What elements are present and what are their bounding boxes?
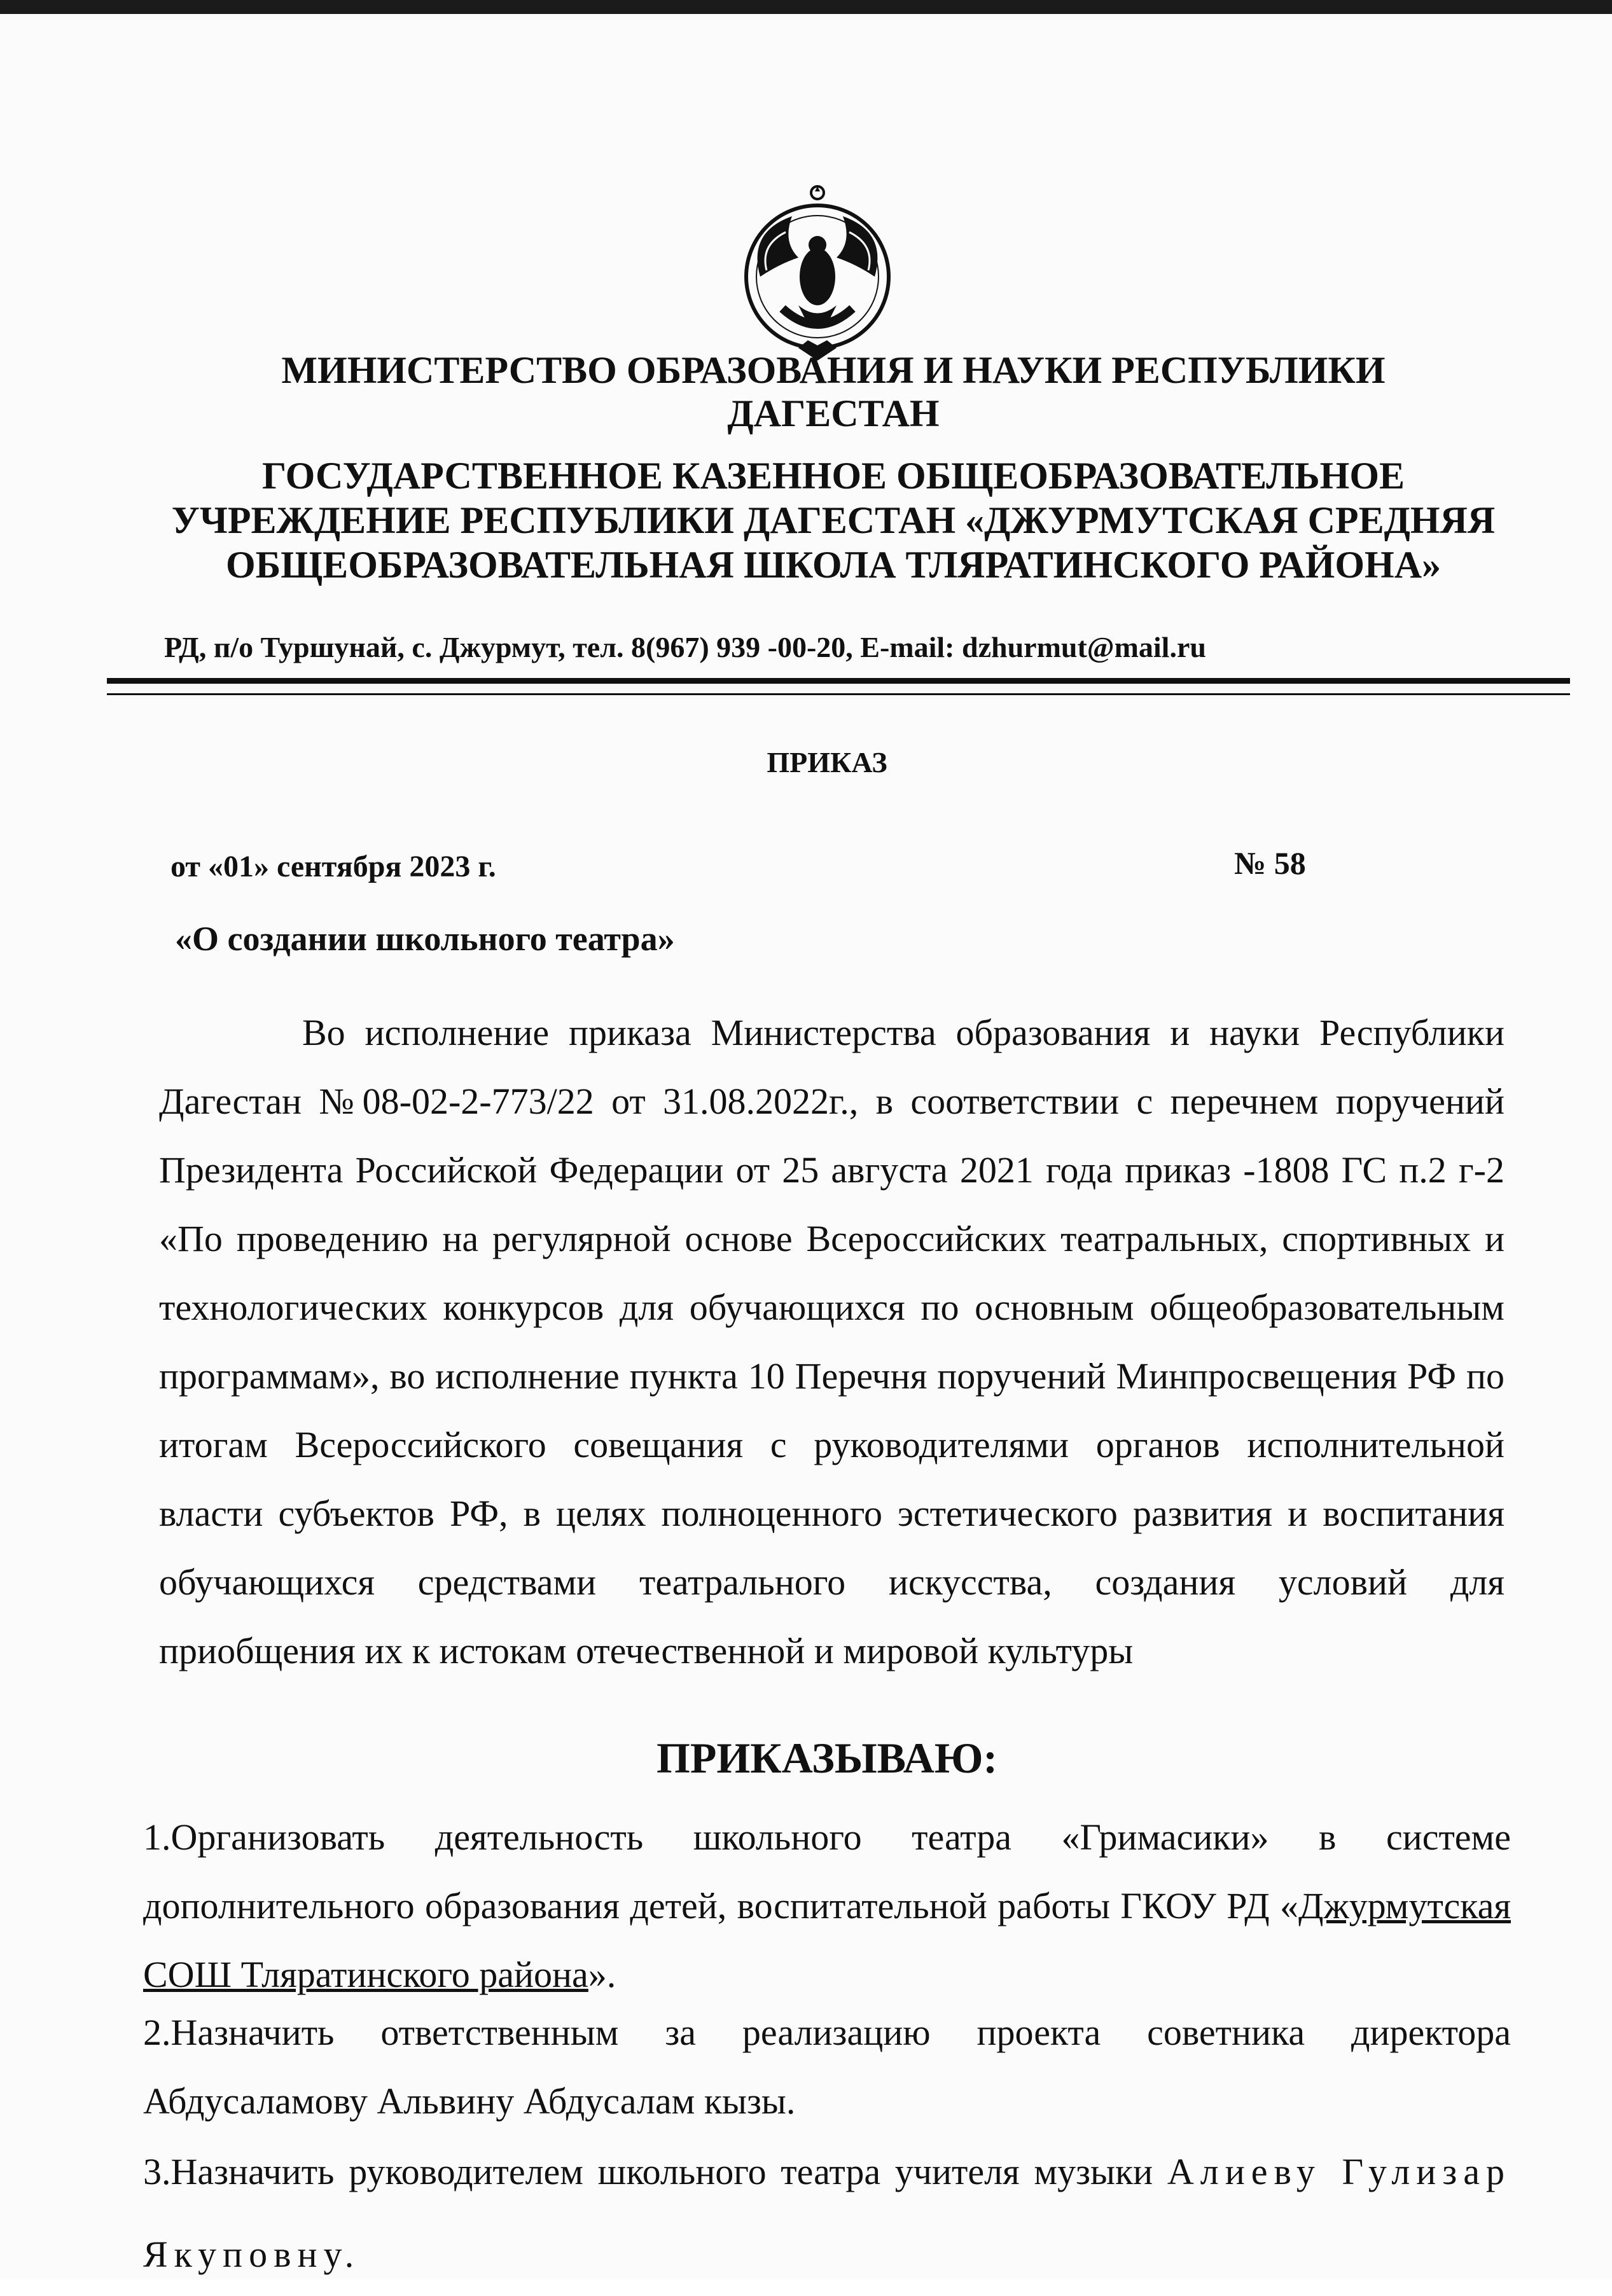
school-name-underlined: Джурмутская СОШ Тляратинского района [143,1885,1511,1995]
item-number: 2. [143,2012,171,2053]
preamble-paragraph: Во исполнение приказа Министерства образования и науки Республики Дагестан №08-02-2-773/22 от 31.08.2022г., в соответствии с перечнем поручений Президента Российской Федерации от 25 августа 2021 года приказ -1808 ГС п.2 г-2 «По проведению на регулярной основе Всероссийских театральных, спортивных и технологических конкурсов для обучающихся по основным общеобразовательным программам», во исполнение пункта 10 Перечня поручений Минпросвещения РФ по итогам Всероссийского совещания с руководителями органов исполнительной власти субъектов РФ, в целях полноценного эстетического развития и воспитания обучающихся средствами театрального искусства, создания условий для приобщения их к истокам отечественной и мировой культуры [159,1012,1504,1671]
decree-heading: ПРИКАЗЫВАЮ: [656,1734,998,1782]
order-subject: «О создании школьного театра» [175,920,675,958]
order-item-1 [143,1803,1511,2009]
header-rule-thick [107,678,1570,684]
order-number: № 58 [1234,845,1306,881]
item-number: 3. [143,2151,171,2192]
coat-of-arms-icon [722,181,913,366]
contact-line: РД, п/о Туршунай, с. Джурмут, тел. 8(967) 939 -00-20, E-mail: dzhurmut@mail.ru [164,631,1206,663]
ministry-title: МИНИСТЕРСТВО ОБРАЗОВАНИЯ И НАУКИ РЕСПУБЛИКИ ДАГЕСТАН [281,349,1386,434]
document-title: ПРИКАЗ [767,746,887,778]
school-title: ГОСУДАРСТВЕННОЕ КАЗЕННОЕ ОБЩЕОБРАЗОВАТЕЛЬНОЕ УЧРЕЖДЕНИЕ РЕСПУБЛИКИ ДАГЕСТАН «ДЖУРМУТСКАЯ СРЕДНЯЯ ОБЩЕОБРАЗОВАТЕЛЬНАЯ ШКОЛА ТЛЯРАТИНСКОГО РАЙОНА» [171,455,1496,586]
item-text-end: ». [588,1954,616,1995]
item-text: Назначить ответственным за реализацию проекта советника директора Абдусаламову Альвину Абдусалам кызы. [143,2012,1511,2122]
teacher-name: Алиеву Гулизар Якуповну. [143,2151,1511,2275]
item-text: Назначить руководителем школьного театра учителя музыки [170,2151,1167,2192]
item-text: Организовать деятельность школьного театра «Гримасики» в системе дополнительного образования детей, воспитательной работы ГКОУ РД « [143,1816,1511,1926]
item-number: 1. [143,1816,171,1858]
order-item-2 [143,1998,1511,2136]
photo-top-edge [0,0,1612,14]
order-date: от «01» сентября 2023 г. [170,850,496,883]
order-item-3 [143,2131,1511,2296]
header-rule-thin [107,693,1570,695]
